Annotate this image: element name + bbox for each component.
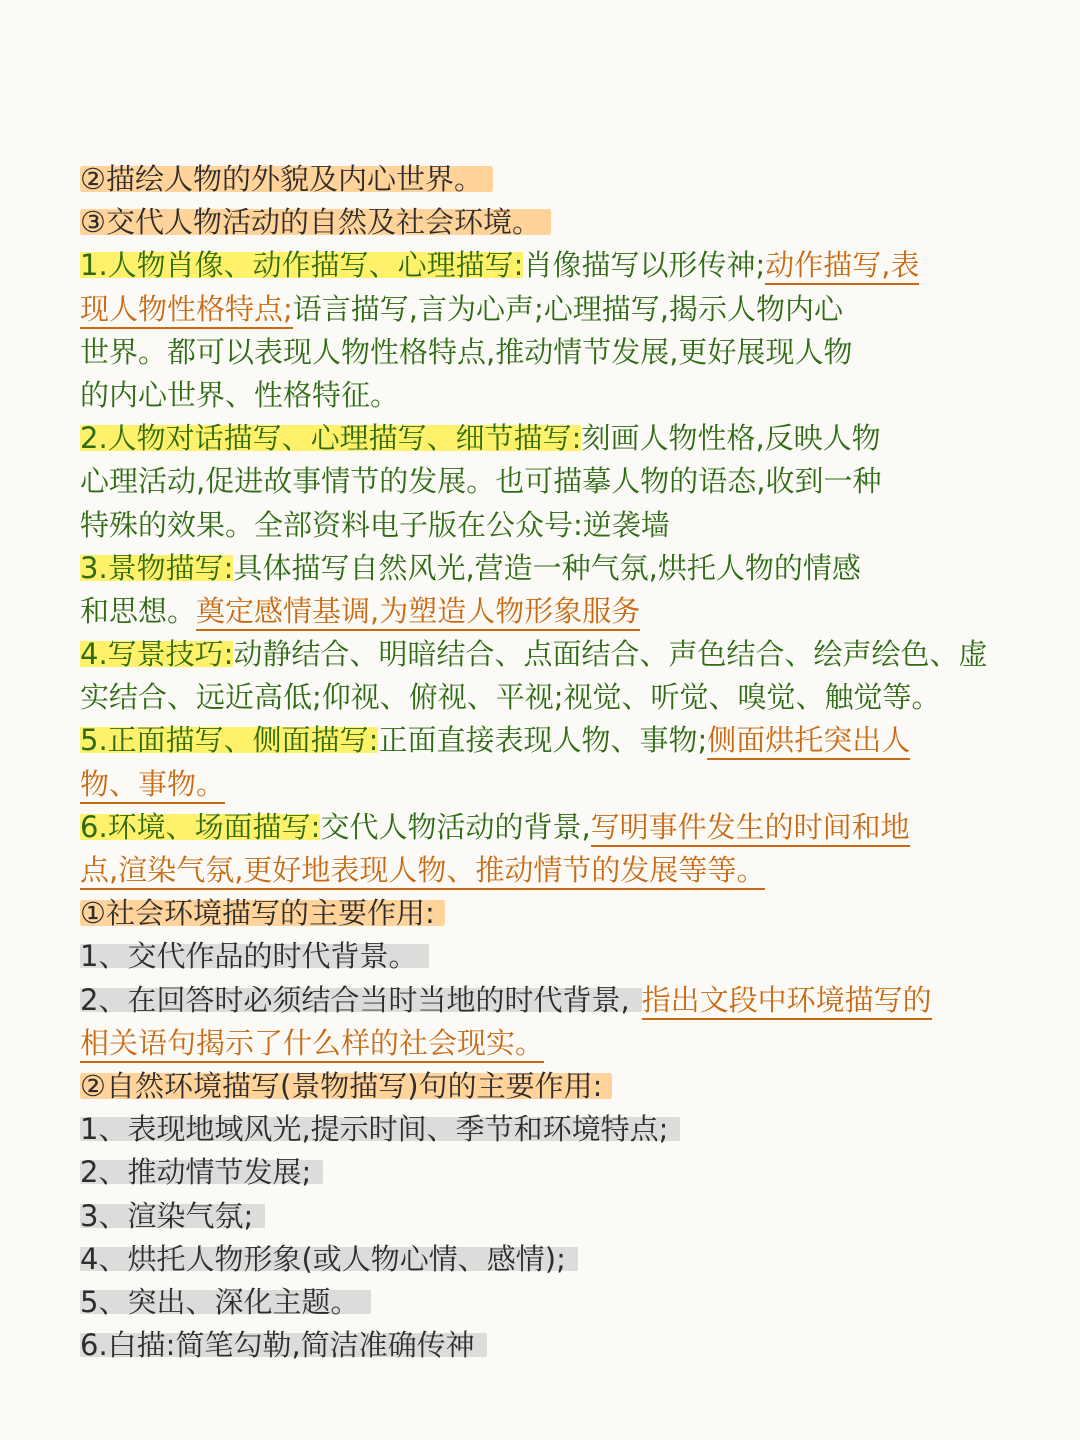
line-28 — [80, 1324, 1025, 1367]
line-6-text: 的内心世界、性格特征。 — [80, 377, 400, 412]
line-17 — [80, 849, 1025, 892]
natural-item-6: 6.白描:简笔勾勒,简洁准确传神 — [80, 1328, 487, 1362]
line-24 — [80, 1151, 1025, 1194]
line-13-text: 实结合、远近高低;仰视、俯视、平视;视觉、听觉、嗅觉、触觉等。 — [80, 680, 941, 715]
line-14-underlined: 侧面烘托突出人 — [707, 723, 910, 760]
line-16-underlined: 写明事件发生的时间和地 — [591, 810, 910, 847]
natural-item-3: 3、渲染气氛; — [80, 1199, 265, 1233]
line-22 — [80, 1065, 1025, 1108]
line-10 — [80, 547, 1025, 590]
line-11-text: 和思想。 — [80, 593, 197, 628]
heading-2: 2.人物对话描写、心理描写、细节描写: — [80, 421, 582, 456]
line-6 — [80, 374, 1025, 417]
social-item-2: 2、在回答时必须结合当时当地的时代背景, — [80, 983, 642, 1017]
line-20-underlined: 指出文段中环境描写的 — [642, 983, 932, 1020]
line-18 — [80, 892, 1025, 935]
line-9-text: 特殊的效果。全部资料电子版在公众号:逆袭墙 — [80, 507, 670, 542]
line-3-text: 肖像描写以形传神; — [523, 248, 766, 283]
line-14 — [80, 719, 1025, 762]
line-12 — [80, 633, 1025, 676]
line-25 — [80, 1195, 1025, 1238]
line-23 — [80, 1108, 1025, 1151]
heading-4: 4.写景技巧: — [80, 637, 234, 672]
line-21 — [80, 1022, 1025, 1065]
line-7 — [80, 417, 1025, 460]
line-5 — [80, 331, 1025, 374]
line-1 — [80, 158, 1025, 201]
line-2 — [80, 201, 1025, 244]
notes-page — [80, 158, 1025, 1367]
line-7-text: 刻画人物性格,反映人物 — [581, 421, 881, 456]
line-3-underlined: 动作描写,表 — [765, 248, 919, 285]
heading-5: 5.正面描写、侧面描写: — [80, 723, 379, 758]
line-21-underlined: 相关语句揭示了什么样的社会现实。 — [80, 1026, 544, 1063]
line-9 — [80, 504, 1025, 547]
social-env-heading: ①社会环境描写的主要作用: — [80, 896, 445, 930]
line-15-underlined: 物、事物。 — [80, 767, 225, 804]
line-8 — [80, 460, 1025, 503]
point-3-text: ③交代人物活动的自然及社会环境。 — [80, 205, 551, 239]
heading-3: 3.景物描写: — [80, 550, 234, 585]
line-12-text: 动静结合、明暗结合、点面结合、声色结合、绘声绘色、虚 — [233, 637, 988, 672]
line-20 — [80, 979, 1025, 1022]
natural-item-4: 4、烘托人物形象(或人物心情、感情); — [80, 1242, 578, 1276]
point-2-text: ②描绘人物的外貌及内心世界。 — [80, 162, 493, 196]
line-11 — [80, 590, 1025, 633]
social-item-1: 1、交代作品的时代背景。 — [80, 939, 429, 973]
line-3 — [80, 244, 1025, 287]
line-14-text: 正面直接表现人物、事物; — [378, 723, 708, 758]
line-8-text: 心理活动,促进故事情节的发展。也可描摹人物的语态,收到一种 — [80, 464, 882, 499]
line-11-underlined: 奠定感情基调,为塑造人物形象服务 — [196, 594, 640, 631]
line-27 — [80, 1281, 1025, 1324]
line-5-text: 世界。都可以表现人物性格特点,推动情节发展,更好展现人物 — [80, 334, 853, 369]
line-16 — [80, 806, 1025, 849]
line-13 — [80, 676, 1025, 719]
line-26 — [80, 1238, 1025, 1281]
line-17-underlined: 点,渲染气氛,更好地表现人物、推动情节的发展等等。 — [80, 853, 765, 890]
heading-1: 1.人物肖像、动作描写、心理描写: — [80, 248, 524, 283]
line-15 — [80, 763, 1025, 806]
natural-item-5: 5、突出、深化主题。 — [80, 1285, 371, 1319]
line-19 — [80, 935, 1025, 978]
natural-env-heading: ②自然环境描写(景物描写)句的主要作用: — [80, 1069, 612, 1103]
natural-item-2: 2、推动情节发展; — [80, 1155, 323, 1189]
line-10-text: 具体描写自然风光,营造一种气氛,烘托人物的情感 — [233, 550, 861, 585]
line-16-text: 交代人物活动的背景, — [320, 809, 591, 844]
line-4-text: 语言描写,言为心声;心理描写,揭示人物内心 — [292, 291, 843, 326]
natural-item-1: 1、表现地域风光,提示时间、季节和环境特点; — [80, 1112, 680, 1146]
line-4-underlined: 现人物性格特点; — [80, 292, 293, 329]
line-4 — [80, 288, 1025, 331]
heading-6: 6.环境、场面描写: — [80, 809, 321, 844]
